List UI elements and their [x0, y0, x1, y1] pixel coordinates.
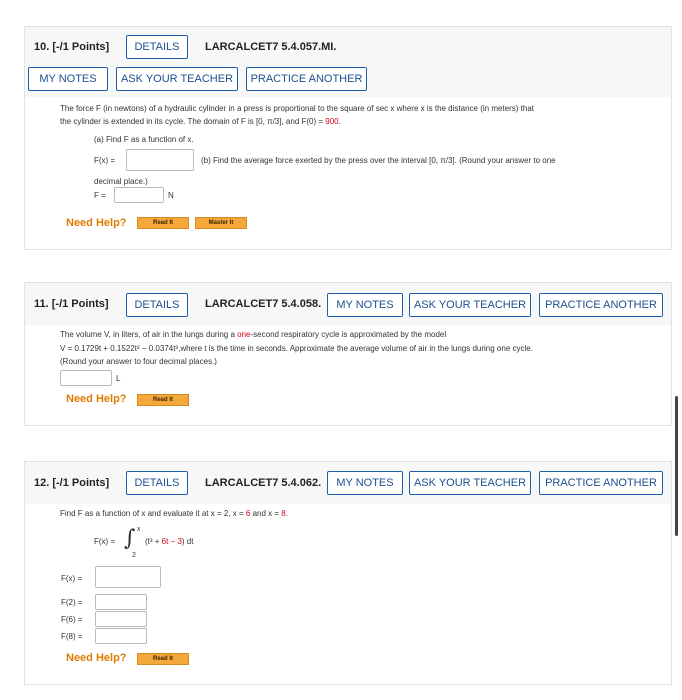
question-number: 12. [-/1 Points] [34, 477, 110, 489]
question-12-header [25, 462, 671, 504]
question-11-header [25, 283, 671, 325]
fx-definition-label: F(x) = [94, 537, 116, 546]
read-it-button[interactable]: Read It [137, 653, 189, 665]
problem-code: LARCALCET7 5.4.058. [205, 298, 322, 310]
f8-answer-input[interactable] [95, 628, 147, 644]
fx-label: F(x) = [94, 156, 116, 165]
f2-label: F(2) = [61, 598, 83, 607]
practice-another-button[interactable]: PRACTICE ANOTHER [539, 471, 663, 495]
question-number: 11. [-/1 Points] [34, 298, 109, 310]
volume-answer-input[interactable] [60, 370, 112, 386]
fx-answer-input[interactable] [95, 566, 161, 588]
unit-label: N [168, 191, 174, 200]
fx-label: F(x) = [61, 574, 83, 583]
question-text-line3: (Round your answer to four decimal places.) [60, 357, 217, 366]
question-text: Find F as a function of x and evaluate it at x = 2, x = 6 and x = 8. [60, 509, 288, 518]
part-b-prompt: (b) Find the average force exerted by the press over the interval [0, π/3]. (Round your answer to one [201, 156, 556, 165]
f6-label: F(6) = [61, 615, 83, 624]
question-10-header [25, 27, 671, 97]
part-a-prompt: (a) Find F as a function of x. [94, 135, 194, 144]
question-text-line2: V = 0.1729t + 0.1522t² − 0.0374t³,where t is the time in seconds. Approximate the average volume of air in the lungs during one cycle. [60, 344, 533, 353]
practice-another-button[interactable]: PRACTICE ANOTHER [539, 293, 663, 317]
practice-another-button[interactable]: PRACTICE ANOTHER [246, 67, 367, 91]
f-label: F = [94, 191, 106, 200]
integral-sign: ∫ [124, 526, 136, 551]
read-it-button[interactable]: Read It [137, 394, 189, 406]
f2-answer-input[interactable] [95, 594, 147, 610]
details-button[interactable]: DETAILS [126, 35, 188, 59]
need-help-label: Need Help? [66, 652, 127, 664]
ask-your-teacher-button[interactable]: ASK YOUR TEACHER [409, 471, 531, 495]
average-force-input[interactable] [114, 187, 164, 203]
read-it-button[interactable]: Read It [137, 217, 189, 229]
question-10 [24, 26, 672, 250]
unit-label: L [116, 374, 121, 383]
question-text: The volume V, in liters, of air in the lungs during a one-second respiratory cycle is approximated by the model [60, 330, 447, 339]
problem-code: LARCALCET7 5.4.057.MI. [205, 41, 337, 53]
need-help-label: Need Help? [66, 393, 127, 405]
question-12 [24, 461, 672, 685]
integrand: (t³ + 6t − 3) dt [145, 537, 194, 546]
integral-upper-limit: x [137, 526, 141, 533]
integral-lower-limit: 2 [132, 552, 136, 559]
my-notes-button[interactable]: MY NOTES [327, 293, 403, 317]
ask-your-teacher-button[interactable]: ASK YOUR TEACHER [409, 293, 531, 317]
master-it-button[interactable]: Master It [195, 217, 247, 229]
scrollbar[interactable] [675, 396, 678, 536]
problem-code: LARCALCET7 5.4.062. [205, 477, 322, 489]
f6-answer-input[interactable] [95, 611, 147, 627]
my-notes-button[interactable]: MY NOTES [28, 67, 108, 91]
f8-label: F(8) = [61, 632, 83, 641]
details-button[interactable]: DETAILS [126, 293, 188, 317]
details-button[interactable]: DETAILS [126, 471, 188, 495]
part-b-prompt-line2: decimal place.) [94, 177, 148, 186]
fx-answer-input[interactable] [126, 149, 194, 171]
question-text: The force F (in newtons) of a hydraulic cylinder in a press is proportional to the square of sec x where x is the distance (in meters) that [60, 104, 534, 113]
my-notes-button[interactable]: MY NOTES [327, 471, 403, 495]
question-text-line2: the cylinder is extended in its cycle. The domain of F is [0, π/3], and F(0) = 900. [60, 117, 341, 126]
question-number: 10. [-/1 Points] [34, 41, 110, 53]
need-help-label: Need Help? [66, 217, 127, 229]
question-11 [24, 282, 672, 426]
ask-your-teacher-button[interactable]: ASK YOUR TEACHER [116, 67, 238, 91]
